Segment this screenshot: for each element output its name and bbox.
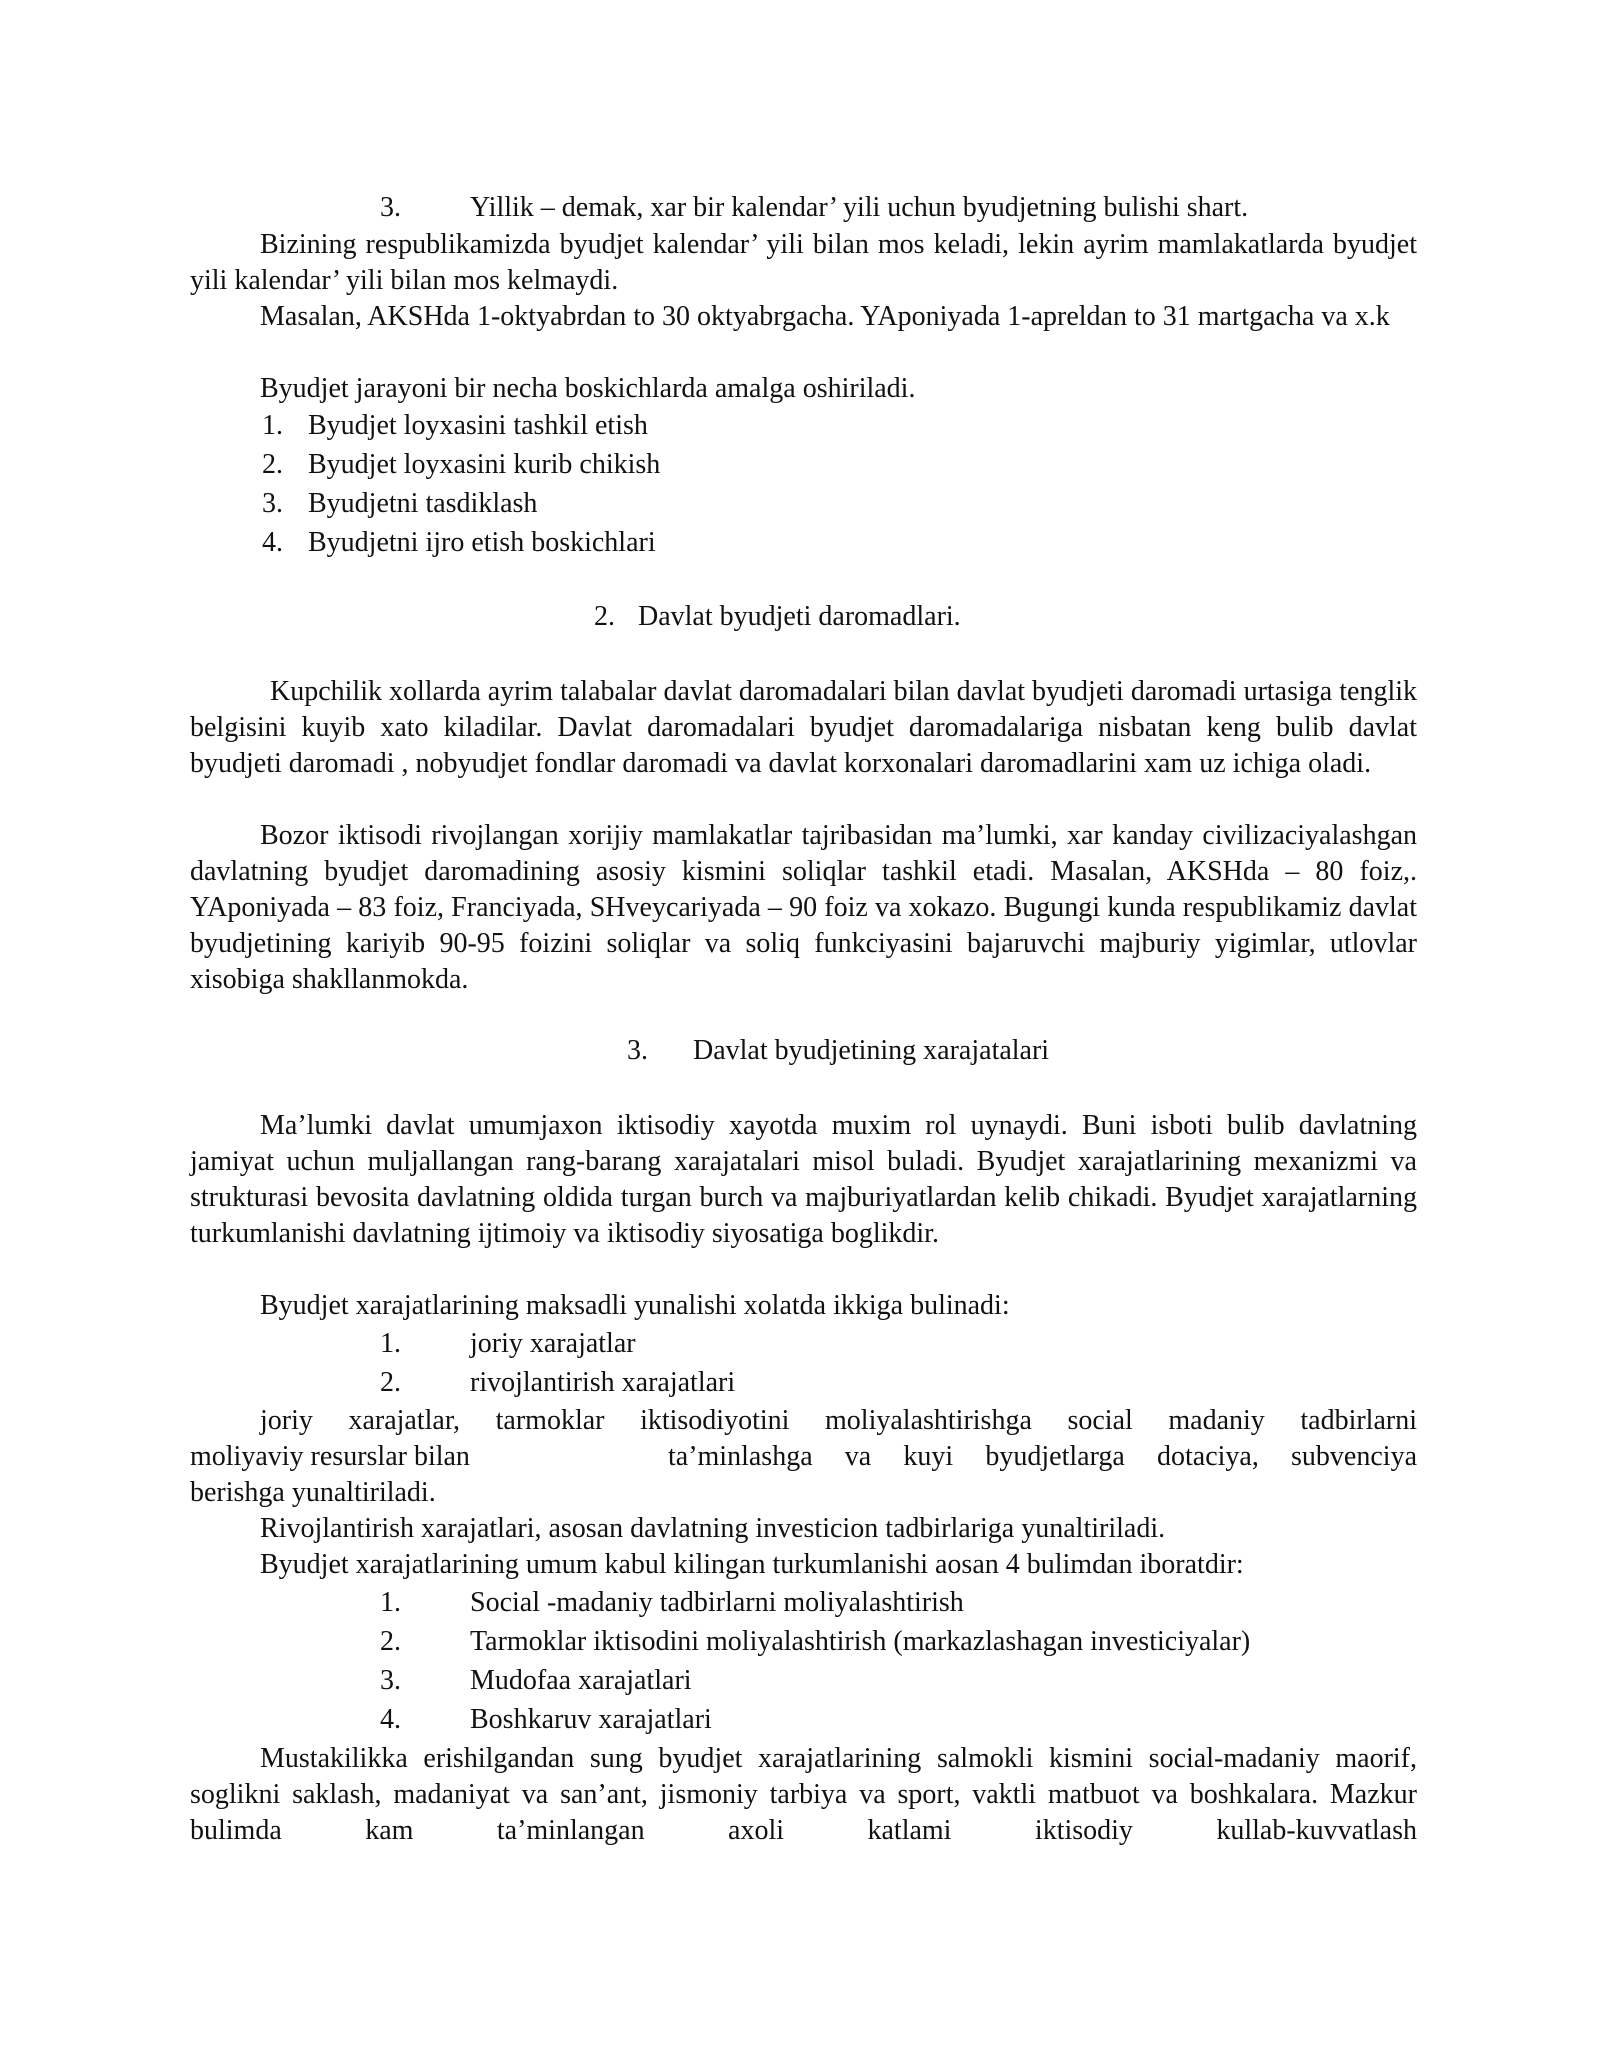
list-number: 1.	[380, 1328, 401, 1359]
list-number: 4.	[262, 527, 283, 558]
paragraph-line	[190, 1475, 1417, 1511]
heading-number: 2.	[594, 601, 615, 632]
list-item	[380, 1365, 735, 1401]
list-number: 2.	[262, 449, 283, 480]
paragraph-text: Bozor iktisodi rivojlangan xorijiy mamlakatlar tajribasidan ma’lumki, xar kanday civilizaciyalashgan davlatning byudjet daromadining asosiy kismini soliqlar tashkil etadi. Masalan, AKSHda – 80 foiz,. YAponiyada – 83 foiz, Franciyada, SHveycariyada – 90 foiz va xokazo. Bugungi kunda respublikamiz davlat byudjetining kariyib 90-95 foizini soliqlar va soliq funkciyasini bajaruvchi majburiy yigimlar, utlovlar xisobiga shakllanmokda.	[190, 820, 1417, 995]
paragraph-masalan	[190, 299, 1417, 335]
heading-text: Davlat byudjeti daromadlari.	[638, 601, 961, 632]
paragraph-bizning	[190, 227, 1417, 299]
heading-number: 3.	[627, 1035, 648, 1066]
paragraph-joriy	[190, 1403, 1417, 1511]
list-item	[262, 447, 660, 483]
paragraph-text: Mustakilikka erishilgandan sung byudjet xarajatlarining salmokli kismini social-madaniy maorif, soglikni saklash, madaniyat va san’ant, jismoniy tarbiya va sport, vaktli matbuot va boshkalara. Mazkur bulimda kam ta’minlangan axoli katlami iktisodiy kullab-kuvvatlash	[190, 1743, 1417, 1846]
list-text: Yillik – demak, xar bir kalendar’ yili uchun byudjetning bulishi shart.	[470, 192, 1249, 223]
section-heading	[594, 599, 961, 635]
paragraph-text: Ma’lumki davlat umumjaxon iktisodiy xayotda muxim rol uynaydi. Buni isboti bulib davlatning jamiyat uchun muljallangan rang-barang xarajatalari misol buladi. Byudjet xarajatlarining mexanizmi va strukturasi bevosita davlatning oldida turgan burch va majburiyatlardan kelib chikadi. Byudjet xarajatlarning turkumlanishi davlatning ijtimoiy va iktisodiy siyosatiga boglikdir.	[190, 1110, 1417, 1249]
heading-text: Davlat byudjetining xarajatalari	[693, 1035, 1050, 1066]
list-text: Byudjet loyxasini kurib chikish	[308, 449, 661, 480]
paragraph-text: moliyaviy resurslar bilan	[190, 1441, 470, 1472]
list-text: Mudofaa xarajatlari	[470, 1665, 692, 1696]
paragraph-kupchilik	[190, 674, 1417, 782]
list-item	[262, 486, 537, 522]
list-item	[262, 408, 648, 444]
list-text: Byudjet loyxasini tashkil etish	[308, 410, 648, 441]
paragraph-text: Byudjet xarajatlarining umum kabul kilingan turkumlanishi aosan 4 bulimdan iboratdir:	[260, 1549, 1244, 1580]
list-text: Social -madaniy tadbirlarni moliyalashtirish	[470, 1587, 964, 1618]
list-number: 3.	[380, 1665, 401, 1696]
list-text: rivojlantirish xarajatlari	[470, 1367, 736, 1398]
section-heading	[627, 1033, 1049, 1069]
paragraph-text: Kupchilik xollarda ayrim talabalar davlat daromadalari bilan davlat byudjeti daromadi urtasiga tenglik belgisini kuyib xato kiladilar. Davlat daromadalari byudjet daromadalariga nisbatan keng bulib davlat byudjeti daromadi , nobyudjet fondlar daromadi va davlat korxonalari daromadlarini xam uz ichiga oladi.	[190, 676, 1417, 779]
list-number: 1.	[262, 410, 283, 441]
paragraph-rivoj	[190, 1511, 1417, 1547]
list-text: Boshkaruv xarajatlari	[470, 1704, 712, 1735]
paragraph-text: Byudjet jarayoni bir necha boskichlarda amalga oshiriladi.	[260, 373, 916, 404]
paragraph-text: Rivojlantirish xarajatlari, asosan davlatning investicion tadbirlariga yunaltiriladi.	[260, 1513, 1166, 1544]
paragraph-malumki	[190, 1108, 1417, 1252]
paragraph-line	[190, 1403, 1417, 1439]
list-item	[380, 1624, 1250, 1660]
paragraph-text: berishga yunaltiriladi.	[190, 1477, 436, 1508]
paragraph-mustakil	[190, 1741, 1417, 1849]
list-number: 1.	[380, 1587, 401, 1618]
list-number: 4.	[380, 1704, 401, 1735]
paragraph-text: Bizining respublikamizda byudjet kalendar’ yili bilan mos keladi, lekin ayrim mamlakatlarda byudjet yili kalendar’ yili bilan mos kelmaydi.	[190, 229, 1417, 296]
paragraph-maksadli	[190, 1288, 1417, 1324]
list-number: 2.	[380, 1626, 401, 1657]
list-number: 3.	[262, 488, 283, 519]
list-number: 2.	[380, 1367, 401, 1398]
paragraph-umum	[190, 1547, 1417, 1583]
list-item	[262, 525, 656, 561]
paragraph-jarayon	[190, 371, 1417, 407]
list-item	[380, 190, 1248, 226]
paragraph-text: ta’minlashga va kuyi byudjetlarga dotaciya, subvenciya	[668, 1441, 1417, 1472]
list-item	[380, 1585, 964, 1621]
list-item	[380, 1702, 712, 1738]
list-item	[380, 1663, 692, 1699]
list-text: Tarmoklar iktisodini moliyalashtirish (markazlashagan investiciyalar)	[470, 1626, 1251, 1657]
paragraph-text: Byudjet xarajatlarining maksadli yunalishi xolatda ikkiga bulinadi:	[260, 1290, 1010, 1321]
list-item	[380, 1326, 636, 1362]
list-text: joriy xarajatlar	[470, 1328, 636, 1359]
paragraph-text: joriy xarajatlar, tarmoklar iktisodiyotini moliyalashtirishga social madaniy tadbirlarni	[260, 1405, 1417, 1436]
list-text: Byudjetni tasdiklash	[308, 488, 538, 519]
paragraph-bozor	[190, 818, 1417, 998]
list-number: 3.	[380, 192, 401, 223]
paragraph-text: Masalan, AKSHda 1-oktyabrdan to 30 oktyabrgacha. YAponiyada 1-apreldan to 31 martgacha va x.k	[260, 301, 1390, 332]
paragraph-line	[190, 1439, 1417, 1475]
list-text: Byudjetni ijro etish boskichlari	[308, 527, 656, 558]
